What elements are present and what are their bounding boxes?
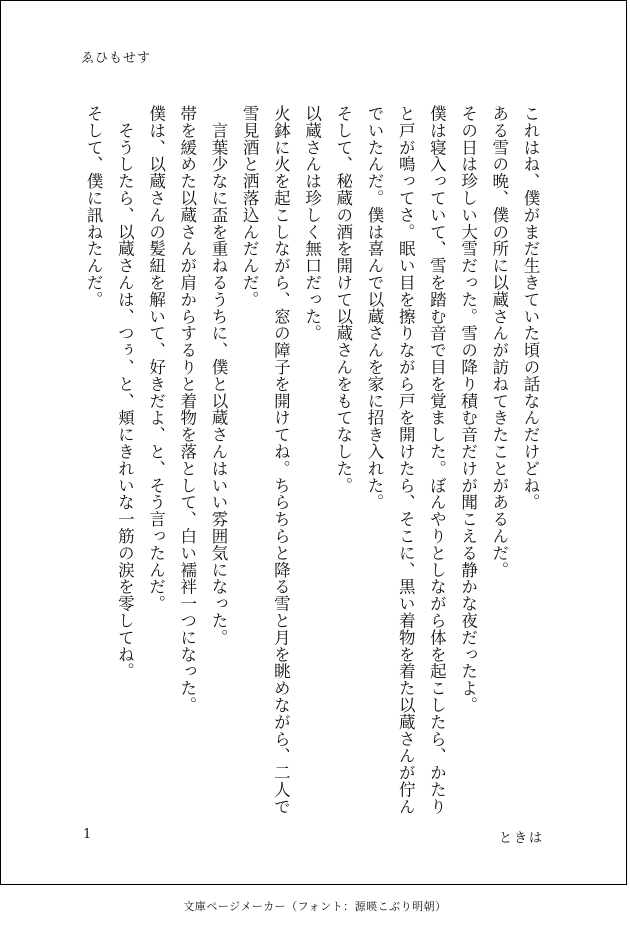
author-name: ときは — [498, 831, 544, 846]
paragraph: 言葉少なに盃を重ねるうちに、僕と以蔵さんはいい雰囲気になった。 — [208, 105, 228, 646]
paragraph: 以蔵さんは珍しく無口だった。 — [302, 105, 322, 342]
paragraph: 火鉢に火を起こしながら、窓の障子を開けてね。ちらちらと降る雪と月を眺めながら、二人で雪見酒と洒落込んだんだ。 — [240, 105, 291, 815]
paragraph: 僕は、以蔵さんの髪紐を解いて、好きだよ、と、そう言ったんだ。 — [146, 105, 166, 612]
paragraph: ある雪の晩、僕の所に以蔵さんが訪ねてきたことがあるんだ。 — [489, 105, 509, 579]
paragraph: そして、秘蔵の酒を開けて以蔵さんをもてなした。 — [333, 105, 353, 494]
header-title: ゑひもせす — [81, 51, 152, 66]
paragraph: そして、僕に訊ねたんだ。 — [84, 105, 104, 308]
paragraph: そうしたら、以蔵さんは、つぅ、と、頬にきれいな一筋の涙を零してね。 — [115, 105, 135, 680]
paragraph: 僕は寝入っていて、雪を踏む音で目を覚ました。ぼんやりとしながら体を起こしたら、かたりと戸が鳴ってさ。眠い目を擦りながら戸を開けたら、そこに、黒い着物を着た以蔵さんが佇んでいたんだ。僕は喜んで以蔵さんを家に招き入れた。 — [364, 105, 447, 815]
body-text — [78, 105, 546, 817]
page-number: 1 — [83, 827, 92, 842]
paragraph: 帯を緩めた以蔵さんが肩からするりと着物を落として、白い襦袢一つになった。 — [177, 105, 197, 714]
footer-credit: 文庫ページメーカー（フォント：源暎こぶり明朝） — [183, 900, 447, 913]
paragraph: これはね、僕がまだ生きていた頃の話なんだけどね。 — [521, 105, 540, 511]
paragraph: その日は珍しい大雪だった。雪の降り積む音だけが聞こえる静かな夜だったよ。 — [458, 105, 478, 714]
